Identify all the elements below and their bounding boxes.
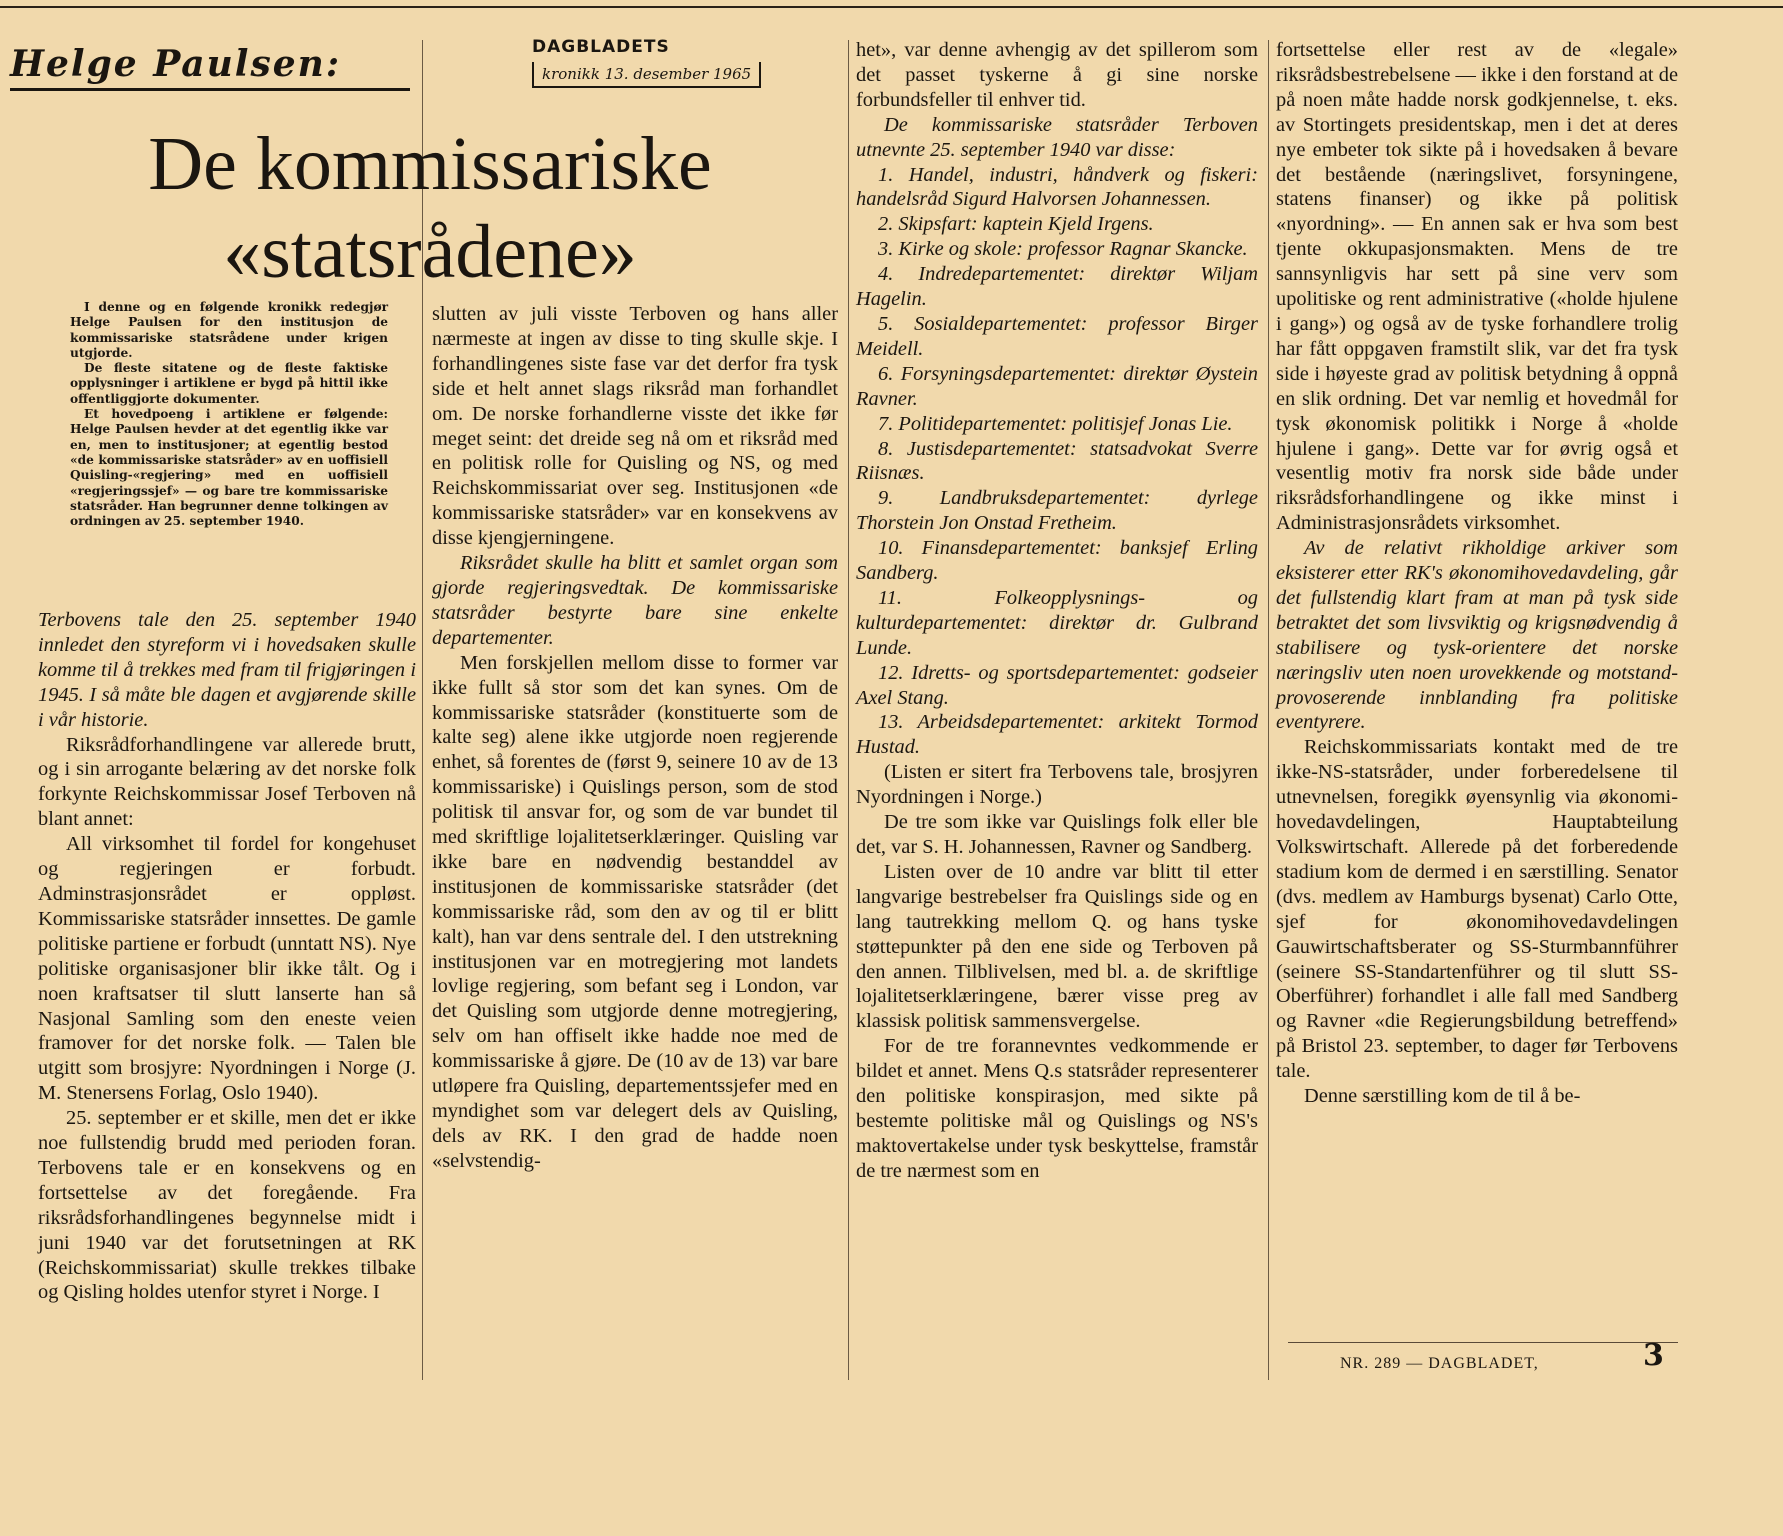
date-line: kronikk 13. desember 1965 — [532, 62, 761, 88]
column-3 — [856, 38, 1258, 1184]
minister-list-item: 13. Arbeidsdepartementet: arkitekt Tormod Hustad. — [856, 711, 1258, 759]
top-rule — [0, 6, 1783, 8]
headline-line-1: De kommissariske — [148, 122, 712, 206]
paper-name: DAGBLADETS — [532, 37, 670, 57]
lead-summary — [70, 300, 388, 529]
minister-list-item: 1. Handel, industri, håndverk og fiskeri: handelsråd Sigurd Halvorsen Johannessen. — [856, 163, 1258, 211]
column-1 — [38, 608, 416, 1305]
paragraph: (Listen er sitert fra Terbovens tale, brosjyren Nyordningen i Norge.) — [856, 761, 1258, 809]
minister-list-item: 3. Kirke og skole: professor Ragnar Skancke. — [878, 238, 1248, 261]
minister-list-item: 12. Idretts- og sportsdepartementet: godseier Axel Stang. — [856, 661, 1258, 709]
headline — [20, 120, 840, 296]
paragraph: Denne særstilling kom de til å be- — [1304, 1085, 1581, 1108]
paragraph: Terbovens tale den 25. september 1940 innledet den styreform vi i hovedsaken skulle komme til å trekkes med fram til frigjøringen i 1945. I så måte ble dagen et avgjørende skille i vår historie. — [38, 609, 416, 731]
column-4 — [1276, 38, 1678, 1109]
paragraph: het», var denne avhengig av det spillerom som det passet tyskerne å gi sine norske forbundsfeller til enhver tid. — [856, 39, 1258, 111]
column-rule — [848, 40, 849, 1380]
paragraph: For de tre forannevntes vedkommende er bildet et annet. Mens Q.s statsråder representerer den politiske konspirasjon, med sikte på bestemte politiske mål og Quislings og NS's maktovertakelse under tysk beskyttelse, framstår de tre nærmest som en — [856, 1035, 1258, 1182]
paragraph: De tre som ikke var Quislings folk eller ble det, var S. H. Johannessen, Ravner og Sandberg. — [856, 811, 1258, 858]
paragraph: All virksomhet til fordel for kongehuset og regjeringen er forbudt. Adminstrasjonsrådet er oppløst. Kommissariske statsråder innsettes. De gamle politiske partiene er forbudt (unntatt NS). Nye politiske organisasjoner blir ikke tålt. Og i noen kraftsatser til slutt lanserte han så Nasjonal Samling som den eneste veien framover for det norske folk. — Talen ble utgitt som brosjyre: Nyordningen i Norge (J. M. Stenersens Forlag, Oslo 1940). — [38, 833, 416, 1105]
author-byline: Helge Paulsen: — [10, 43, 342, 85]
headline-line-2: «statsrådene» — [223, 210, 637, 294]
column-2 — [432, 302, 838, 1174]
footer-rule — [1288, 1342, 1678, 1343]
lead-paragraph: De fleste sitatene og de fleste faktiske opplysninger i artiklene er bygd på hittil ikke offentliggjorte dokumenter. — [70, 361, 388, 406]
minister-list-item: 7. Politidepartementet: politisjef Jonas Lie. — [878, 412, 1233, 435]
paragraph: slutten av juli visste Terboven og hans aller nærmeste at ingen av disse to ting skulle skje. I forhandlingenes siste fase var det derfor fra tysk side et helt annet slags riksråd man forhandlet om. De norske forhandlerne visste det ikke før meget seint: det dreide seg nå om et riksråd med en politisk rolle for Quisling og NS, og med Reichskommissariat over seg. Institusjonen «de kommissariske statsråder» var en konsekvens av disse kjengjerningene. — [432, 303, 838, 550]
paragraph: Listen over de 10 andre var blitt til etter langvarige bestrebelser fra Quislings side og en lang tautrekking mellom Q. og hans tyske støttepunkter på den ene side og Terboven på den annen. Tilblivelsen, med bl. a. de skriftlige lojalitetserklæringene, bærer visse preg av klassisk politisk sammensvergelse. — [856, 860, 1258, 1033]
lead-paragraph: Et hovedpoeng i artiklene er følgende: Helge Paulsen hevder at det egentlig ikke var en, men to institusjoner; at egentlig bestod «de kommissariske statsråder» av en uoffisiell Quisling-«regjering» med en uoffisiell «regjeringssjef» — og bare tre kommissariske statsråder. Han begrunner denne tolkingen av ordningen av 25. september 1940. — [70, 407, 388, 529]
column-rule — [1268, 40, 1269, 1380]
minister-list-item: 11. Folkeopplysnings- og kulturdepartementet: direktør dr. Gulbrand Lunde. — [856, 586, 1258, 659]
paragraph: Av de relativt rikholdige arkiver som eksisterer etter RK's økonomihovedavdeling, går det fullstendig klart fram at man på tysk side betraktet det som livsviktig og krigsnødvendig å stabilisere og tysk-orientere det norske næringsliv uten noen urovekkende og motstand-provoserende innblanding fra politiske eventyrere. — [1276, 537, 1678, 734]
minister-list-item: 10. Finansdepartementet: banksjef Erling Sandberg. — [856, 537, 1258, 585]
paragraph: Riksrådet skulle ha blitt et samlet organ som gjorde regjeringsvedtak. De kommissariske statsråder bestyrte bare sine enkelte departementer. — [432, 552, 838, 649]
paragraph: Riksrådforhandlingene var allerede brutt, og i sin arrogante belæring av det norske folk forkynte Reichskommissar Josef Terboven nå blant annet: — [38, 733, 416, 831]
paragraph: De kommissariske statsråder Terboven utnevnte 25. september 1940 var disse: — [856, 113, 1258, 161]
minister-list-item: 8. Justisdepartementet: statsadvokat Sverre Riisnæs. — [856, 437, 1258, 485]
paragraph: fortsettelse eller rest av de «legale» riksrådsbestrebelsene — ikke i den forstand at de på noen måte hadde norsk godkjennelse, t. eks. av Stortingets presidentskap, men i det at deres nye embeter tok sikte på i hovedsaken å bevare det bestående (næringslivet, forsyningene, statens finanser) og ikke på politisk «nyordning». — En annen sak er hva som best tjente okkupasjonsmakten. Mens de tre sannsynligvis har sett på sine verv som upolitiske og rent administrative («holde hjulene i gang») og også av de tyske forhandlere trolig har fått oppgaven framstilt slik, var det fra tysk side i høyeste grad av politisk betydning å oppnå en slik ordning. Det var nemlig et hovedmål for tysk økonomisk politikk i Norge å «holde hjulene i gang». Dette var for øvrig også et vesentlig motiv fra norsk side både under riksrådsforhandlingene og ikke minst i Administrasjonsrådets virksomhet. — [1276, 39, 1678, 535]
minister-list-item: 6. Forsyningsdepartementet: direktør Øystein Ravner. — [856, 362, 1258, 410]
minister-list-item: 9. Landbruksdepartementet: dyrlege Thorstein Jon Onstad Fretheim. — [856, 487, 1258, 535]
paragraph: Reichskommissariats kontakt med de tre ikke-NS-statsråder, under forberedelsene til utnevnelsen, foregikk øyensynlig via økonomi-hovedavdelingen, Hauptabteilung Volkswirtschaft. Allerede på det forberedende stadium kom de dermed i en særstilling. Senator (dvs. medlem av Hamburgs bysenat) Carlo Otte, sjef for økonomihovedavdelingen Gauwirtschaftsberater og SS-Sturmbannführer (seinere SS-Standartenführer og til slutt SS-Oberführer) forhandlet i alle fall med Sandberg og Ravner «die Regierungsbildung betreffend» på Bristol 23. september, to dager før Terbovens tale. — [1276, 736, 1678, 1083]
masthead — [532, 36, 802, 88]
minister-list-item: 4. Indredepartementet: direktør Wiljam Hagelin. — [856, 263, 1258, 311]
minister-list-item: 2. Skipsfart: kaptein Kjeld Irgens. — [878, 213, 1154, 236]
paragraph: 25. september er et skille, men det er ikke noe fullstendig brudd med perioden foran. Terbovens tale er en konsekvens og en fortsettelse av det foregående. Fra riksrådsforhandlingenes begynnelse midt i juni 1940 var det forutsetningen at RK (Reichskommissariat) skulle trekkes tilbake og Qisling holdes utenfor styret i Norge. I — [38, 1107, 416, 1304]
minister-list-item: 5. Sosialdepartementet: professor Birger Meidell. — [856, 312, 1258, 360]
footer-issue: NR. 289 — DAGBLADET, — [1340, 1355, 1539, 1372]
byline-rule — [10, 88, 410, 91]
page-number: 3 — [1643, 1338, 1664, 1373]
paragraph: Men forskjellen mellom disse to former var ikke fullt så stor som det kan synes. Om de kommissariske statsråder (konstituerte som de kalte seg) alene ikke utgjorde noen regjerende enhet, så forentes de (først 9, seinere 10 av de 13 kommissariske) i Quislings person, som de stod politisk til ansvar for, og som de var bundet til med skriftlige lojalitetserklæringer. Quisling var ikke bare en nødvendig bestanddel av institusjonen de kommissariske statsråder (det kommissariske råd, som den av og til er blitt kalt), han var dens sentrale del. I den utstrekning institusjonen var en motregjering mot landets lovlige regjering, som befant seg i London, var det Quisling som utgjorde denne motregjering, selv om han offiselt ikke hadde noe med de kommissariske å gjøre. De (10 av de 13) var bare utløpere fra Quisling, departementssjefer med en myndighet som var delegert dels av Quisling, dels av RK. I den grad de hadde noen «selvstendig- — [432, 651, 838, 1172]
lead-paragraph: I denne og en følgende kronikk redegjør Helge Paulsen for den institusjon de kommissariske statsrådene under krigen utgjorde. — [70, 300, 388, 360]
